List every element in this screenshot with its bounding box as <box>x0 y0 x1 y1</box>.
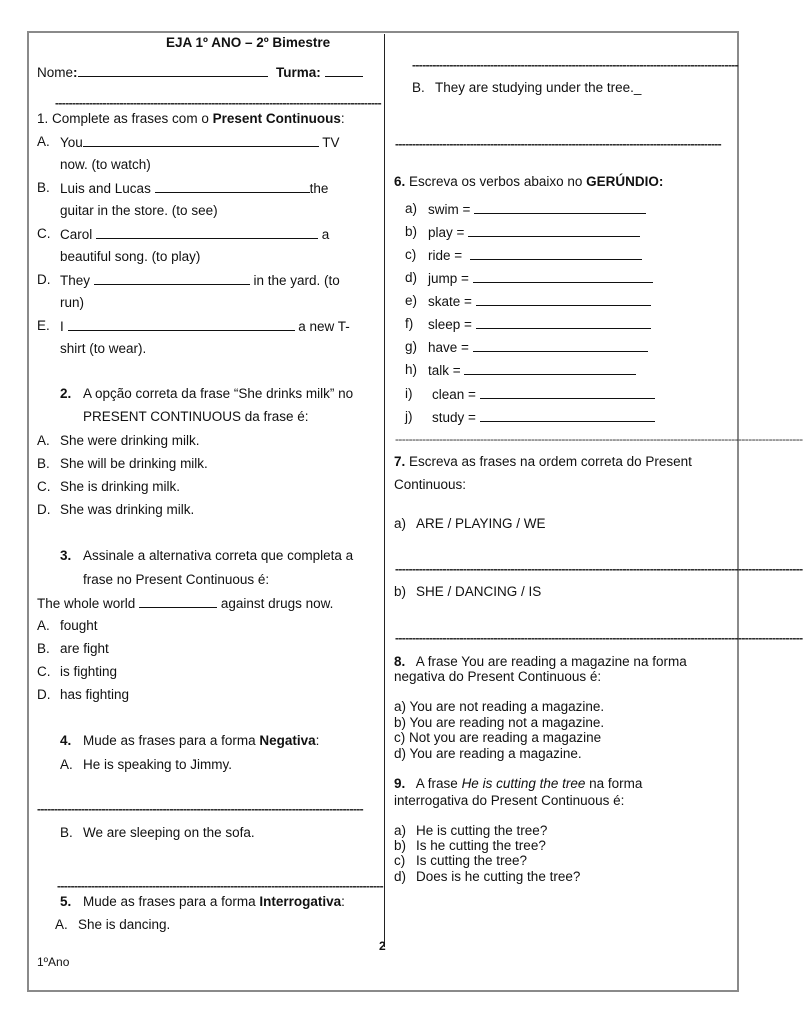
q9-question: 9. A frase He is cutting the tree na forma <box>394 776 643 791</box>
answer-blank[interactable] <box>139 595 217 608</box>
q5-number: 5. <box>60 894 72 909</box>
q8-option-d[interactable]: d) You are reading a magazine. <box>394 746 582 761</box>
answer-blank[interactable] <box>470 247 642 260</box>
answer-blank[interactable] <box>476 293 651 306</box>
answer-blank[interactable] <box>476 316 651 329</box>
answer-blank[interactable] <box>480 386 655 399</box>
name-field[interactable]: Nome: <box>37 64 268 80</box>
answer-line[interactable]: ------------------------------------------------------------------------------------------------------------------------ <box>395 631 803 645</box>
answer-blank[interactable] <box>94 272 250 285</box>
answer-blank[interactable] <box>473 339 648 352</box>
q2-number: 2. <box>60 386 72 401</box>
q3-number: 3. <box>60 548 72 563</box>
answer-blank[interactable] <box>473 270 653 283</box>
turma-label: Turma: <box>276 65 321 80</box>
answer-line[interactable]: ------------------------------------------------------------------------------------------------ <box>37 802 364 816</box>
answer-blank[interactable] <box>155 180 310 193</box>
page-title: EJA 1º ANO – 2º Bimestre <box>166 35 331 50</box>
answer-blank[interactable] <box>96 226 318 239</box>
answer-blank[interactable] <box>83 134 319 147</box>
answer-line[interactable]: ------------------------------------------------------------------------------------------------------------------------ <box>395 562 803 576</box>
name-label: Nome <box>37 65 74 80</box>
turma-field[interactable] <box>276 64 363 80</box>
q6-instruction: 6. Escreva os verbos abaixo no GERÚNDIO: <box>394 174 664 189</box>
q8-option-a[interactable]: a) You are not reading a magazine. <box>394 699 605 714</box>
answer-blank[interactable] <box>474 201 646 214</box>
q7-instruction-line2: Continuous: <box>394 477 467 492</box>
q8-option-b[interactable]: b) You are reading not a magazine. <box>394 715 605 730</box>
q8-question: 8. A frase You are reading a magazine na forma <box>394 654 687 669</box>
answer-blank[interactable] <box>480 409 655 422</box>
q4-number: 4. <box>60 733 72 748</box>
q8-option-c[interactable]: c) Not you are reading a magazine <box>394 730 602 745</box>
footer-label: 1ºAno <box>37 955 70 969</box>
column-divider <box>384 34 385 947</box>
q3-sentence: The whole world against drugs now. <box>37 596 334 611</box>
q3-question-line2: frase no Present Continuous é: <box>83 572 270 587</box>
page-number: 2 <box>379 939 386 953</box>
divider-line: ------------------------------------------------------------------------------------------------ <box>55 96 382 110</box>
q2-question: A opção correta da frase “She drinks milk” no <box>83 386 354 401</box>
answer-blank[interactable] <box>68 318 295 331</box>
q2-question-line2: PRESENT CONTINUOUS da frase é: <box>83 409 309 424</box>
q5-instruction: Mude as frases para a forma Interrogativa: <box>83 894 345 909</box>
divider-line: ------------------------------------------------------------------------------------------------------------------------ <box>395 432 803 446</box>
answer-blank[interactable] <box>468 224 640 237</box>
answer-line[interactable]: ------------------------------------------------------------------------------------------------ <box>395 137 722 151</box>
q9-question-line2: interrogativa do Present Continuous é: <box>394 793 625 808</box>
q7-instruction: 7. Escreva as frases na ordem correta do Present <box>394 454 692 469</box>
answer-line[interactable]: ------------------------------------------------------------------------------------------------ <box>412 58 739 72</box>
answer-line[interactable]: ------------------------------------------------------------------------------------------------ <box>57 879 384 893</box>
q1-instruction: 1. Complete as frases com o Present Continuous: <box>37 111 345 126</box>
q3-question: Assinale a alternativa correta que completa a <box>83 548 354 563</box>
q8-question-line2: negativa do Present Continuous é: <box>394 669 602 684</box>
q4-instruction: Mude as frases para a forma Negativa: <box>83 733 320 748</box>
answer-blank[interactable] <box>464 362 636 375</box>
